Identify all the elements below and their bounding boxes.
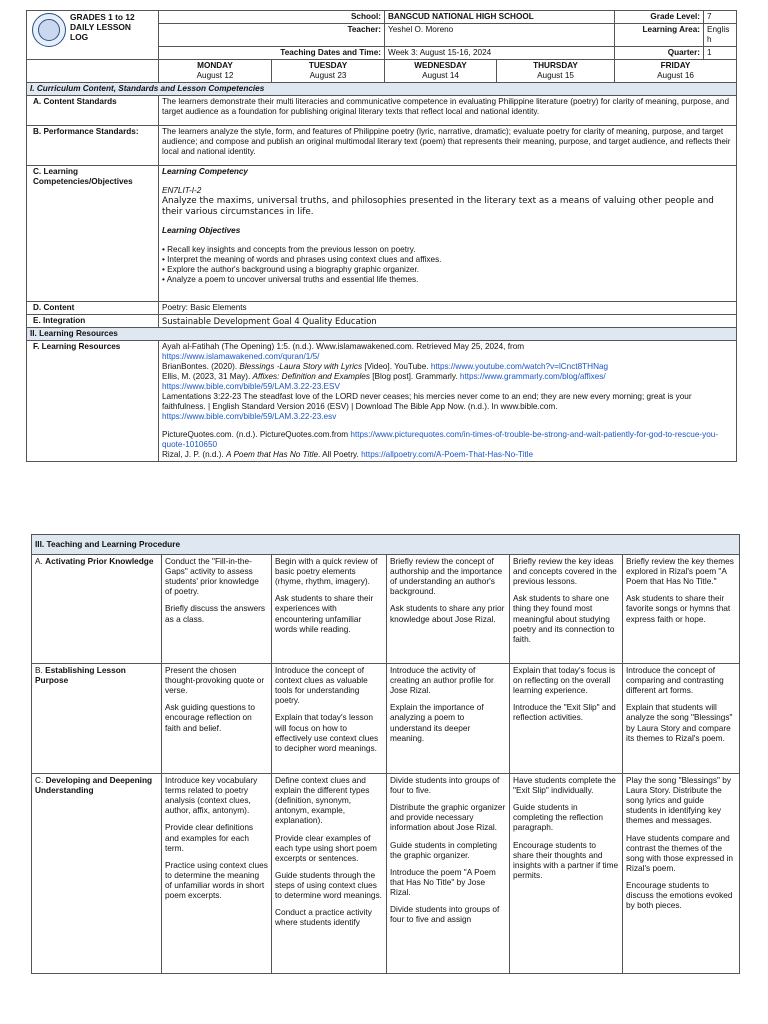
procedure-label: C. Developing and Deepening Understanding bbox=[32, 774, 162, 974]
resource-6: Rizal, J. P. (n.d.). A Poem that Has No Title. All Poetry. https://allpoetry.com/A-Poem-That-Has-No-Title bbox=[162, 450, 534, 460]
content-standards-text: The learners demonstrate their multi literacies and communicative competence in evaluating Philippine literature (poetry) for clarity of meaning, purpose, and target audience as a foundation for publishing original literary texts that reflect local and national identity. bbox=[159, 96, 737, 126]
performance-standards-label: B. Performance Standards: bbox=[27, 126, 159, 166]
day-header-wednesday: WEDNESDAY August 14 bbox=[385, 60, 497, 83]
lc-code: EN7LIT-I-2 bbox=[162, 186, 202, 195]
quarter-label: Quarter: bbox=[615, 47, 704, 59]
header-title-cell bbox=[27, 11, 159, 60]
dates-label: Teaching Dates and Time: bbox=[159, 47, 385, 60]
procedure-cell: Introduce the concept of context clues as valuable tools for understanding poetry. Explain that today's lesson will focus on how to effectively use context clues to decipher word meanings. bbox=[272, 664, 387, 774]
resources-label: F. Learning Resources bbox=[27, 341, 159, 462]
procedure-cell: Introduce key vocabulary terms related to poetry analysis (context clues, author, affix, antonym). Provide clear definitions and examples for each term. Practice using context clues to determine the meaning of unfamiliar words in short poem excerpts. bbox=[162, 774, 272, 974]
area-label: Learning Area: bbox=[615, 24, 704, 46]
procedure-cell: Define context clues and explain the different types (definition, synonym, antonym, example, explanation). Provide clear examples of each type using short poem excerpts or sentences. Guide students through the steps of using context clues to determine word meanings. Conduct a practice activity where students identify bbox=[272, 774, 387, 974]
school-label: School: bbox=[159, 11, 385, 24]
lc-text: Analyze the maxims, universal truths, and philosophies presented in the literary text as a means of valuing other people and their various circumstances in life. bbox=[162, 196, 714, 217]
procedure-row bbox=[32, 555, 740, 664]
content-standards-label: A. Content Standards bbox=[27, 96, 159, 126]
procedure-row bbox=[32, 664, 740, 774]
procedure-table bbox=[31, 534, 740, 974]
integration-label: E. Integration bbox=[27, 315, 159, 328]
resources-cell bbox=[159, 341, 737, 462]
objective-item: • Recall key insights and concepts from the previous lesson on poetry. bbox=[162, 245, 416, 255]
procedure-row bbox=[32, 774, 740, 974]
resource-4: Lamentations 3:22-23 The steadfast love of the LORD never ceases; his mercies never come to an end; they are new every morning; great is your faithfulness. | English Standard Version 2016 (ESV) | Download The Bible App Now. (n.d.). In www.bible.com. https://www.bible.com/bible/59/LAM.3.22-23.esv bbox=[162, 392, 692, 422]
competencies-cell bbox=[159, 166, 737, 302]
resource-link[interactable]: https://www.bible.com/bible/59/LAM.3.22-23.esv bbox=[162, 412, 337, 422]
content-text: Poetry: Basic Elements bbox=[159, 302, 737, 315]
lesson-log-table bbox=[26, 10, 737, 462]
teacher-label: Teacher: bbox=[159, 24, 385, 47]
procedure-cell: Have students complete the "Exit Slip" individually. Guide students in completing the reflection paragraph. Encourage students to share their thoughts and insights with a partner if time permits. bbox=[510, 774, 623, 974]
resource-5: PictureQuotes.com. (n.d.). PictureQuotes.com.from https://www.picturequotes.com/in-times-of-trouble-be-strong-and-wait-patiently-for-god-to-rescue-you-quote-1010650 bbox=[162, 430, 719, 450]
procedure-cell: Briefly review the key themes explored in Rizal's poem "A Poem that Has No Title." Ask students to share their favorite songs or hymns that express faith or hope. bbox=[623, 555, 740, 664]
competencies-label: C. Learning Competencies/Objectives bbox=[27, 166, 159, 302]
area-value: English bbox=[707, 25, 730, 44]
resource-3: Ellis, M. (2023, 31 May). Affixes: Definition and Examples [Blog post]. Grammarly. https://www.grammarly.com/blog/affixes/ https://www.bible.com/bible/59/LAM.3.22-23.ESV bbox=[162, 372, 606, 392]
title-line-2: DAILY LESSON bbox=[70, 22, 131, 33]
teacher-value: Yeshel O. Moreno bbox=[385, 24, 615, 47]
procedure-cell: Introduce the concept of comparing and contrasting different art forms. Explain that students will analyze the song "Blessings" by Laura Story and compare its themes to Rizal's poem. bbox=[623, 664, 740, 774]
procedure-cell: Present the chosen thought-provoking quote or verse. Ask guiding questions to encourage reflection on faith and belief. bbox=[162, 664, 272, 774]
objective-item: • Interpret the meaning of words and phrases using context clues and affixes. bbox=[162, 255, 442, 265]
objective-item: • Analyze a poem to uncover universal truths and essential life themes. bbox=[162, 275, 419, 285]
procedure-cell: Divide students into groups of four to five. Distribute the graphic organizer and provide necessary information about Jose Rizal. Guide students in completing the graphic organizer. Introduce the poem "A Poem that Has No Title" by Jose Rizal. Divide students into groups of four to five and assign bbox=[387, 774, 510, 974]
day-header-friday: FRIDAY August 16 bbox=[615, 60, 737, 83]
integration-text: Sustainable Development Goal 4 Quality Education bbox=[159, 315, 737, 328]
section-resources-heading: II. Learning Resources bbox=[27, 328, 737, 341]
title-line-3: LOG bbox=[70, 32, 89, 43]
procedure-cell: Conduct the "Fill-in-the-Gaps" activity to assess students' prior knowledge of poetry. Briefly discuss the answers as a class. bbox=[162, 555, 272, 664]
content-label: D. Content bbox=[27, 302, 159, 315]
resource-link[interactable]: https://allpoetry.com/A-Poem-That-Has-No-Title bbox=[361, 450, 534, 460]
procedure-label: A. Activating Prior Knowledge bbox=[32, 555, 162, 664]
resource-link[interactable]: https://www.bible.com/bible/59/LAM.3.22-23.ESV bbox=[162, 382, 340, 392]
procedure-cell: Introduce the activity of creating an author profile for Jose Rizal. Explain the importance of analyzing a poem to understand its deeper meaning. bbox=[387, 664, 510, 774]
section-curriculum-heading: I. Curriculum Content, Standards and Lesson Competencies bbox=[27, 83, 737, 96]
objectives-list bbox=[162, 245, 733, 285]
resource-link[interactable]: https://www.youtube.com/watch?v=lCnct8THNag bbox=[430, 362, 609, 372]
resource-2: BrianBontes. (2020). Blessings -Laura Story with Lyrics [Video]. YouTube. https://www.youtube.com/watch?v=lCnct8THNag bbox=[162, 362, 609, 372]
quarter-value: 1 bbox=[707, 48, 712, 57]
title-line-1: GRADES 1 to 12 bbox=[70, 12, 135, 22]
objective-item: • Explore the author's background using a biography graphic organizer. bbox=[162, 265, 420, 275]
school-value: BANGCUD NATIONAL HIGH SCHOOL bbox=[385, 11, 615, 24]
performance-standards-text: The learners analyze the style, form, and features of Philippine poetry (lyric, narrative, dramatic); evaluate poetry for clarity of meaning, purpose, and target audience; and compose and publish an original multimodal literary text (poem) that represents their meaning, purpose, and target audience, and reflects their local and national identity. bbox=[159, 126, 737, 166]
procedure-heading: III. Teaching and Learning Procedure bbox=[32, 535, 740, 555]
dates-value: Week 3: August 15-16, 2024 bbox=[385, 47, 615, 60]
resource-link[interactable]: https://www.picturequotes.com/in-times-of-trouble-be-strong-and-wait-patiently-for-god-to-rescue-you-quote-1010650 bbox=[162, 430, 719, 450]
procedure-label: B. Establishing Lesson Purpose bbox=[32, 664, 162, 774]
days-blank-cell bbox=[27, 60, 159, 83]
resource-1: Ayah al-Fatihah (The Opening) 1:5. (n.d.). Www.islamawakened.com. Retrieved May 25, 2024, from https://www.islamawakened.com/quran/1/5/ bbox=[162, 342, 525, 362]
procedure-cell: Explain that today's focus is on reflecting on the overall learning experience. Introduce the "Exit Slip" and reflection activities. bbox=[510, 664, 623, 774]
day-header-tuesday: TUESDAY August 23 bbox=[272, 60, 385, 83]
deped-seal-icon bbox=[30, 12, 68, 48]
grade-cell bbox=[615, 11, 737, 24]
area-cell bbox=[615, 24, 737, 47]
resource-link[interactable]: https://www.grammarly.com/blog/affixes/ bbox=[459, 372, 606, 382]
day-header-monday: MONDAY August 12 bbox=[159, 60, 272, 83]
lc-heading: Learning Competency bbox=[162, 167, 248, 176]
procedure-cell: Briefly review the key ideas and concepts covered in the previous lessons. Ask students to share one thing they found most meaningful about studying poetry and its connection to faith. bbox=[510, 555, 623, 664]
day-header-thursday: THURSDAY August 15 bbox=[497, 60, 615, 83]
quarter-cell bbox=[615, 47, 737, 60]
procedure-cell: Briefly review the concept of authorship and the importance of understanding an author's background. Ask students to share any prior knowledge about Jose Rizal. bbox=[387, 555, 510, 664]
objectives-heading: Learning Objectives bbox=[162, 226, 241, 236]
resource-link[interactable]: https://www.islamawakened.com/quran/1/5/ bbox=[162, 352, 320, 362]
grade-label: Grade Level: bbox=[615, 11, 704, 23]
procedure-cell: Play the song "Blessings" by Laura Story. Distribute the song lyrics and guide students in identifying key themes and messages. Have students compare and contrast the themes of the song with those expressed in Rizal's poem. Encourage students to discuss the emotions evoked by both pieces. bbox=[623, 774, 740, 974]
procedure-cell: Begin with a quick review of basic poetry elements (rhyme, rhythm, imagery). Ask students to share their experiences with encountering unfamiliar words while reading. bbox=[272, 555, 387, 664]
grade-value: 7 bbox=[707, 12, 712, 21]
